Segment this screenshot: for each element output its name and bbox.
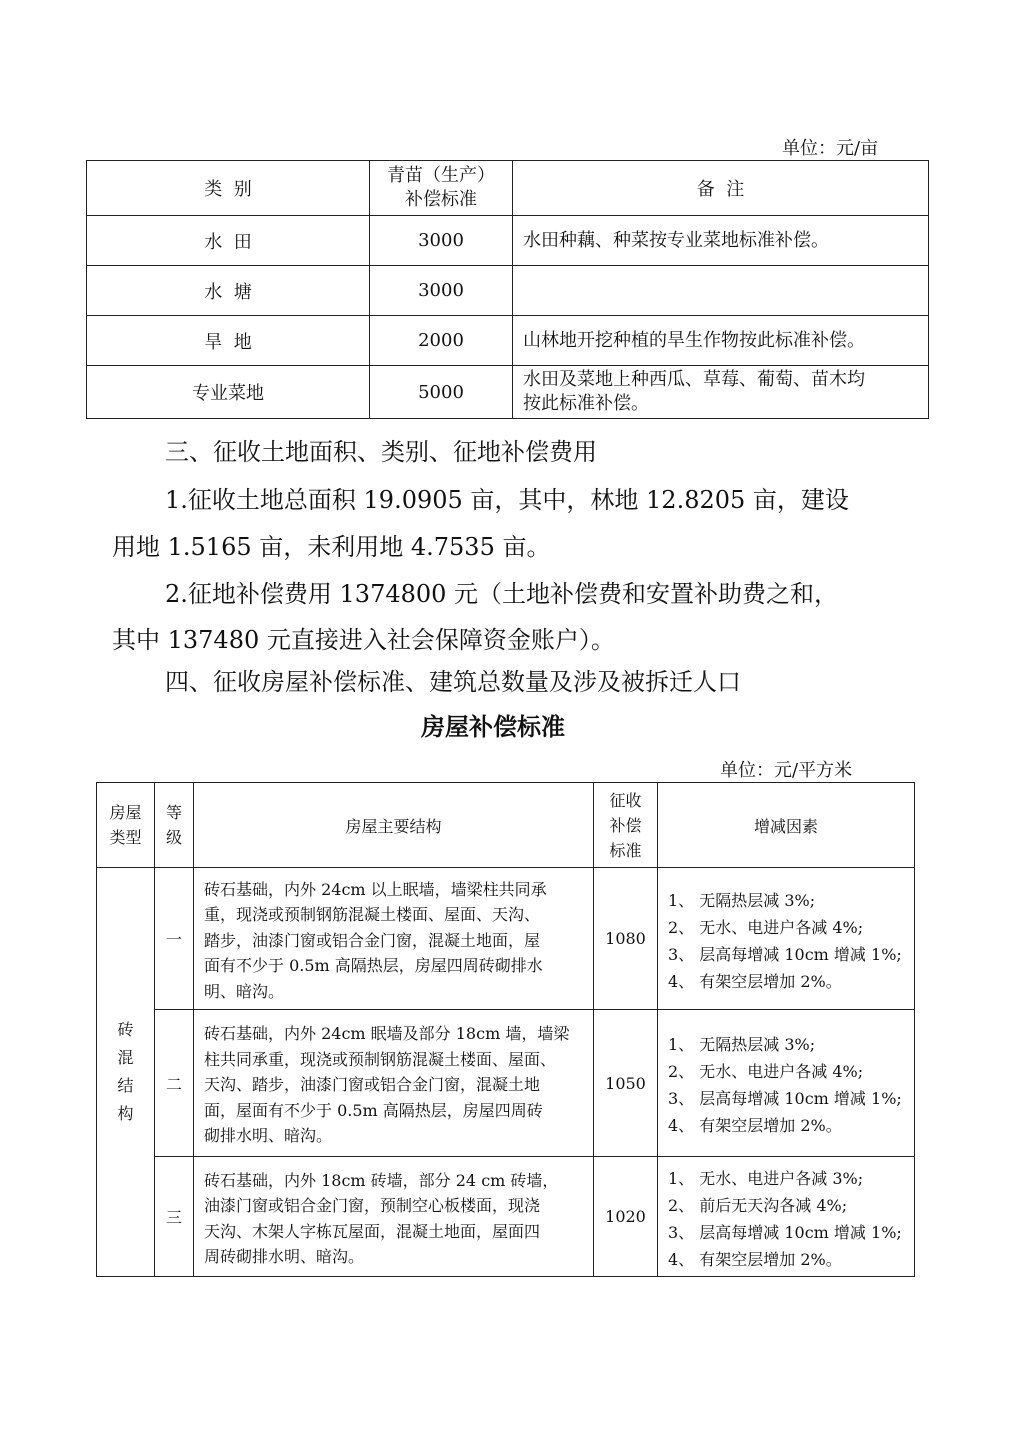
structure-line: 天沟、踏步，油漆门窗或铝合金门窗，混凝土地: [204, 1075, 541, 1095]
remarks-cell: 山林地开挖种植的旱生作物按此标准补偿。: [513, 316, 929, 366]
house-type-char: 构: [117, 1104, 134, 1123]
header-standard-line2: 补偿标准: [405, 189, 477, 210]
structure-line: 柱共同承重，现浇或预制钢筋混凝土楼面、屋面、: [204, 1049, 557, 1069]
structure-line: 面有不少于 0.5m 高隔热层，房屋四周砖砌排水: [204, 956, 543, 976]
house-type-char: 结: [117, 1076, 134, 1095]
category-cell: 旱 地: [87, 316, 370, 366]
header-text: 级: [165, 828, 182, 847]
header-house-type: [97, 783, 155, 868]
header-grade: [155, 783, 194, 868]
structure-line: 砖石基础，内外 24cm 以上眠墙，墙梁柱共同承: [204, 879, 547, 899]
table-row: [87, 316, 929, 366]
header-standard-line1: 青苗（生产）: [387, 165, 495, 186]
factor-item: 3、 层高每增减 10cm 增减 1%;: [668, 944, 902, 964]
standard-cell: 3000: [370, 266, 513, 316]
section3-paragraph1-line2: 用地 1.5165 亩，未利用地 4.7535 亩。: [112, 533, 551, 561]
table-row: [97, 1010, 915, 1157]
structure-line: 踏步，油漆门窗或铝合金门窗，混凝土地面，屋: [204, 930, 541, 950]
grade-cell: 三: [155, 1157, 194, 1277]
structure-line: 砌排水明、暗沟。: [204, 1126, 333, 1146]
factors-cell: [658, 1157, 915, 1277]
standard-cell: 5000: [370, 366, 513, 419]
structure-line: 天沟、木架人字栋瓦屋面，混凝土地面，屋面四: [204, 1221, 541, 1241]
standard-cell: 1020: [594, 1157, 658, 1277]
table-title: 房屋补偿标准: [421, 712, 565, 741]
factor-item: 1、 无隔热层减 3%;: [668, 890, 816, 910]
category-cell: 水 塘: [87, 266, 370, 316]
section4-heading: 四、征收房屋补偿标准、建筑总数量及涉及被拆迁人口: [165, 668, 741, 696]
header-standard: [594, 783, 658, 868]
table-row: [97, 868, 915, 1010]
remarks-line: 水田及菜地上种西瓜、草莓、葡萄、苗木均: [523, 369, 865, 390]
factor-item: 3、 层高每增减 10cm 增减 1%;: [668, 1089, 902, 1108]
header-text: 补偿: [609, 815, 642, 835]
category-cell: 水 田: [87, 216, 370, 266]
header-text: 类型: [109, 828, 142, 847]
remarks-line: 按此标准补偿。: [523, 393, 649, 414]
factor-item: 1、 无水、电进户各减 3%;: [668, 1168, 864, 1188]
structure-line: 油漆门窗或铝合金门窗，预制空心板楼面，现浇: [204, 1196, 541, 1215]
house-type-cell: [97, 868, 155, 1277]
structure-line: 周砖砌排水明、暗沟。: [204, 1247, 365, 1266]
factor-item: 2、 无水、电进户各减 4%;: [668, 917, 864, 937]
standard-cell: 2000: [370, 316, 513, 366]
section3-heading: 三、征收土地面积、类别、征地补偿费用: [165, 438, 597, 466]
remarks-cell: [513, 366, 929, 419]
structure-line: 砖石基础，内外 24cm 眠墙及部分 18cm 墙，墙梁: [204, 1024, 570, 1044]
grade-cell: 一: [155, 868, 194, 1010]
structure-cell: [194, 868, 594, 1010]
grade-cell: 二: [155, 1010, 194, 1157]
table-row: [97, 1157, 915, 1277]
header-structure: 房屋主要结构: [194, 783, 594, 868]
structure-line: 明、暗沟。: [204, 981, 285, 1001]
structure-line: 面，屋面有不少于 0.5m 高隔热层，房屋四周砖: [204, 1100, 543, 1120]
factors-cell: [658, 868, 915, 1010]
section3-paragraph1-line1: 1.征收土地总面积 19.0905 亩，其中，林地 12.8205 亩，建设: [165, 486, 849, 514]
category-cell: 专业菜地: [87, 366, 370, 419]
header-remarks: 备 注: [513, 161, 929, 216]
table-row: [87, 216, 929, 266]
table-header-row: [97, 783, 915, 868]
factor-item: 1、 无隔热层减 3%;: [668, 1035, 816, 1054]
factors-cell: [658, 1010, 915, 1157]
header-text: 房屋: [109, 803, 142, 822]
factor-item: 2、 前后无天沟各减 4%;: [668, 1195, 848, 1215]
section3-paragraph2-line1: 2.征地补偿费用 1374800 元（土地补偿费和安置补助费之和，: [165, 580, 839, 608]
table-header-row: [87, 161, 929, 216]
header-text: 标准: [609, 840, 642, 860]
unit-label-2: 单位：元/平方米: [720, 760, 853, 781]
factor-item: 4、 有架空层增加 2%。: [668, 1116, 842, 1135]
table-row: [87, 366, 929, 419]
house-type-char: 砖: [117, 1020, 134, 1039]
remarks-cell: [513, 266, 929, 316]
structure-line: 重，现浇或预制钢筋混凝土楼面、屋面、天沟、: [204, 905, 541, 925]
factor-item: 2、 无水、电进户各减 4%;: [668, 1062, 864, 1081]
standard-cell: 3000: [370, 216, 513, 266]
standard-cell: 1050: [594, 1010, 658, 1157]
house-type-char: 混: [117, 1048, 134, 1067]
crop-compensation-table: [86, 160, 929, 419]
structure-line: 砖石基础，内外 18cm 砖墙，部分 24 cm 砖墙，: [204, 1170, 559, 1190]
header-factors: 增减因素: [658, 783, 915, 868]
structure-cell: [194, 1010, 594, 1157]
factor-item: 4、 有架空层增加 2%。: [668, 1249, 842, 1269]
table-row: [87, 266, 929, 316]
header-category: 类 别: [87, 161, 370, 216]
header-text: 征收: [609, 790, 642, 810]
factor-item: 3、 层高每增减 10cm 增减 1%;: [668, 1222, 902, 1242]
factor-item: 4、 有架空层增加 2%。: [668, 971, 842, 991]
house-compensation-table: [96, 782, 915, 1277]
unit-label-1: 单位：元/亩: [782, 138, 879, 159]
header-text: 等: [165, 803, 182, 822]
section3-paragraph2-line2: 其中 137480 元直接进入社会保障资金账户）。: [112, 626, 615, 654]
standard-cell: 1080: [594, 868, 658, 1010]
header-standard: [370, 161, 513, 216]
structure-cell: [194, 1157, 594, 1277]
remarks-cell: 水田种藕、种菜按专业菜地标准补偿。: [513, 216, 929, 266]
